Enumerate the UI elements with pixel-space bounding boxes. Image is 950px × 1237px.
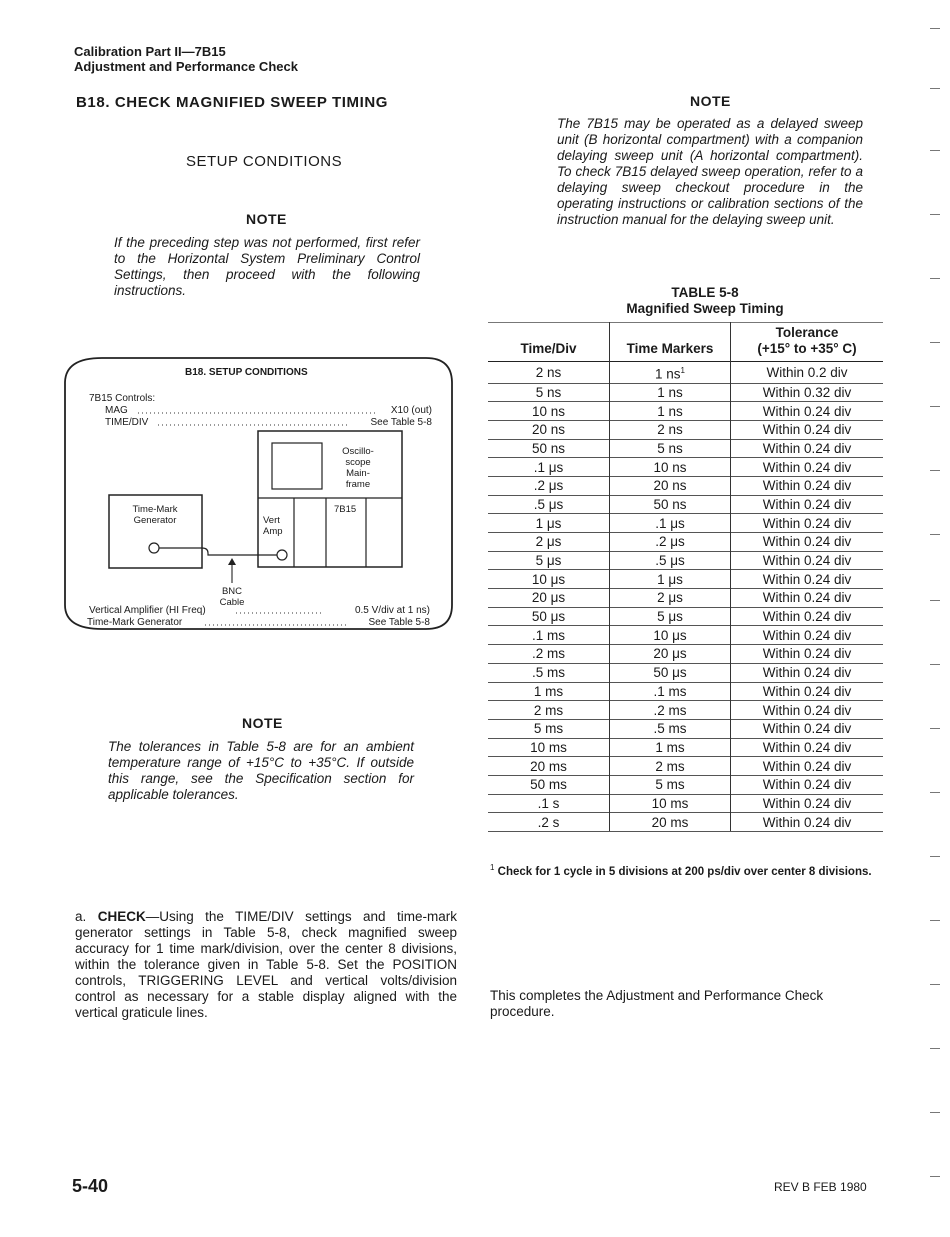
generator-setting-value: See Table 5-8 — [368, 617, 430, 628]
cell-time-div-text: .2 s — [537, 814, 560, 830]
plugin-7b15-label: 7B15 — [334, 504, 357, 515]
note-3-heading: NOTE — [690, 93, 731, 109]
edge-mark — [930, 728, 940, 729]
table-row — [488, 458, 883, 477]
cell-tolerance — [731, 813, 884, 832]
cell-time-markers-text: .2 ms — [653, 702, 687, 718]
table-row — [488, 794, 883, 813]
cell-time-markers — [610, 757, 731, 776]
header-line-1: Calibration Part II—7B15 — [74, 44, 226, 59]
cell-time-div-text: .1 ms — [531, 627, 565, 643]
cell-time-div — [488, 775, 610, 794]
edge-mark — [930, 984, 940, 985]
cell-tolerance-text: Within 0.24 div — [762, 553, 852, 569]
cell-time-markers-text: .1 ms — [653, 683, 687, 699]
cell-time-markers — [610, 383, 731, 402]
cell-time-div — [488, 682, 610, 701]
table-row — [488, 607, 883, 626]
generator-label-1: Time-Mark — [132, 504, 178, 515]
column-header-time-div: Time/Div — [488, 323, 610, 362]
edge-mark — [930, 214, 940, 215]
edge-mark — [930, 470, 940, 471]
table-footnote — [490, 861, 880, 879]
cell-time-div — [488, 589, 610, 608]
cell-time-markers — [610, 362, 731, 384]
vert-amp-label-1: Vert — [263, 515, 280, 526]
cell-time-markers-text: 10 ns — [653, 459, 687, 475]
cell-time-div — [488, 420, 610, 439]
cell-tolerance — [731, 420, 884, 439]
edge-mark — [930, 856, 940, 857]
edge-mark — [930, 534, 940, 535]
cell-time-markers — [610, 533, 731, 552]
cell-time-markers-text: .5 μs — [655, 553, 685, 569]
cell-tolerance — [731, 794, 884, 813]
cell-time-div — [488, 645, 610, 664]
cell-tolerance-text: Within 0.24 div — [762, 403, 852, 419]
cell-tolerance-text: Within 0.24 div — [762, 534, 852, 550]
cell-time-div-text: .1 s — [537, 795, 560, 811]
cell-time-div-text: 10 ns — [531, 403, 566, 419]
edge-mark — [930, 1112, 940, 1113]
cell-tolerance — [731, 757, 884, 776]
cell-tolerance-text: Within 0.24 div — [762, 478, 852, 494]
cell-tolerance — [731, 495, 884, 514]
mainframe-label-4: frame — [345, 479, 371, 490]
cell-time-markers — [610, 645, 731, 664]
cell-time-markers — [610, 439, 731, 458]
note-3-text: The 7B15 may be operated as a delayed sweep unit (B horizontal compartment) with a companion delaying sweep unit (A horizontal compartment). To check 7B15 delayed sweep operation, refer to a delaying sweep checkout procedure in the operating instructions or calibration sections of the instruction manual for the delaying sweep unit. — [557, 116, 863, 227]
page-number: 5-40 — [72, 1176, 109, 1196]
table-row — [488, 589, 883, 608]
cell-time-markers — [610, 476, 731, 495]
cell-time-markers-text: 5 ms — [655, 777, 685, 793]
cell-time-markers-text: .1 μs — [655, 515, 685, 531]
cell-time-div-text: 5 ms — [533, 721, 564, 737]
setup-conditions-title: SETUP CONDITIONS — [186, 153, 343, 170]
cell-time-div — [488, 663, 610, 682]
cell-tolerance-text: Within 0.24 div — [762, 795, 852, 811]
check-step-text: —Using the TIME/DIV settings and time-mark generator settings in Table 5-8, check magnified sweep accuracy for 1 time mark/division, over the center 8 divisions, within the tolerance given in Table 5-8. Set the POSITION controls, TRIGGERING LEVEL and vertical volts/division control as necessary for a stable display aligned with the vertical graticule lines. — [75, 909, 457, 1020]
cell-time-div — [488, 570, 610, 589]
column-header-tolerance — [731, 323, 884, 362]
cell-time-div-text: 20 ns — [531, 422, 566, 438]
cell-time-div — [488, 514, 610, 533]
cell-time-markers — [610, 738, 731, 757]
cell-time-markers — [610, 775, 731, 794]
cell-tolerance — [731, 533, 884, 552]
tolerance-header-line-2: (+15° to +35° C) — [757, 341, 857, 356]
cell-tolerance — [731, 476, 884, 495]
cell-time-div-text: 20 ms — [530, 758, 567, 774]
table-row — [488, 813, 883, 832]
table-title: Magnified Sweep Timing — [626, 301, 784, 316]
cell-time-markers-text: 1 ms — [655, 739, 685, 755]
footnote-text: Check for 1 cycle in 5 divisions at 200 ps/div over center 8 divisions. — [497, 865, 872, 878]
check-step-label: CHECK — [97, 909, 146, 924]
cell-tolerance-text: Within 0.24 div — [762, 459, 852, 475]
edge-mark — [930, 664, 940, 665]
cell-time-markers-text: 1 μs — [657, 571, 683, 587]
cell-tolerance — [731, 682, 884, 701]
cell-time-div-text: 1 μs — [535, 515, 562, 531]
edge-mark — [930, 792, 940, 793]
cell-time-markers-text: 10 μs — [653, 627, 687, 643]
table-row — [488, 420, 883, 439]
edge-mark — [930, 1176, 940, 1177]
cell-time-div — [488, 362, 610, 384]
cell-tolerance — [731, 458, 884, 477]
cell-time-markers — [610, 514, 731, 533]
cell-time-markers — [610, 458, 731, 477]
cell-tolerance — [731, 362, 884, 384]
cell-time-div-text: 5 μs — [535, 553, 562, 569]
cell-time-div — [488, 813, 610, 832]
footnote-marker: 1 — [490, 863, 495, 872]
cell-time-div — [488, 458, 610, 477]
cell-time-div-text: 20 μs — [531, 590, 566, 606]
cell-time-div-text: 50 ns — [531, 440, 566, 456]
table-row — [488, 476, 883, 495]
cell-time-markers-text: 10 ms — [651, 795, 689, 811]
note-1-heading: NOTE — [246, 211, 287, 227]
cell-time-markers — [610, 551, 731, 570]
cell-time-markers — [610, 719, 731, 738]
cell-tolerance-text: Within 0.24 div — [762, 777, 852, 793]
generator-label-2: Generator — [133, 515, 177, 526]
cell-tolerance-text: Within 0.24 div — [762, 702, 852, 718]
cell-time-div-text: 2 ns — [535, 364, 562, 380]
cell-time-markers-text: 50 ns — [653, 496, 687, 512]
cell-tolerance-text: Within 0.24 div — [762, 440, 852, 456]
edge-mark — [930, 28, 940, 29]
cell-time-markers-text: 5 ns — [657, 440, 683, 456]
cell-time-div — [488, 626, 610, 645]
cell-tolerance — [731, 551, 884, 570]
completion-text: This completes the Adjustment and Performance Check procedure. — [490, 988, 824, 1019]
tolerance-header-line-1: Tolerance — [775, 325, 839, 340]
cell-time-div-text: 1 ms — [533, 683, 564, 699]
cell-time-markers-text: 2 ms — [655, 758, 685, 774]
cell-time-div-text: .5 ms — [531, 665, 565, 681]
cell-tolerance-text: Within 0.24 div — [762, 422, 852, 438]
table-row — [488, 757, 883, 776]
table-caption — [560, 285, 850, 317]
table-number: TABLE 5-8 — [671, 285, 739, 300]
cell-time-markers-text: 2 μs — [657, 590, 683, 606]
cell-tolerance — [731, 645, 884, 664]
cell-tolerance-text: Within 0.24 div — [762, 590, 852, 606]
cell-tolerance — [731, 439, 884, 458]
cell-time-div-text: .2 μs — [533, 478, 564, 494]
cell-time-markers — [610, 663, 731, 682]
table-row — [488, 402, 883, 421]
diagram-title: B18. SETUP CONDITIONS — [185, 367, 308, 378]
cell-time-markers-text: 50 μs — [653, 665, 687, 681]
table-row — [488, 663, 883, 682]
table-row — [488, 570, 883, 589]
cell-tolerance-text: Within 0.24 div — [762, 758, 852, 774]
vert-amp-label-2: Amp — [263, 526, 283, 537]
header-line-2: Adjustment and Performance Check — [74, 59, 298, 74]
table-row — [488, 533, 883, 552]
note-2-heading: NOTE — [242, 715, 283, 731]
cable-label-2: Cable — [219, 597, 245, 608]
cell-time-div-text: .2 ms — [531, 646, 565, 662]
cell-time-markers-text: .5 ms — [653, 721, 687, 737]
cell-tolerance-text: Within 0.24 div — [762, 646, 852, 662]
cell-time-markers — [610, 495, 731, 514]
cell-time-markers-text: 20 ns — [653, 478, 687, 494]
cell-time-markers — [610, 794, 731, 813]
cell-time-markers — [610, 701, 731, 720]
table-row — [488, 362, 883, 384]
cell-time-markers — [610, 626, 731, 645]
diagram-timediv-label: TIME/DIV — [105, 417, 149, 428]
edge-mark — [930, 406, 940, 407]
cell-time-div — [488, 476, 610, 495]
cell-time-markers — [610, 402, 731, 421]
cell-tolerance — [731, 607, 884, 626]
vert-amp-setting-value: 0.5 V/div at 1 ns) — [354, 605, 430, 616]
mainframe-label-1: Oscillo- — [342, 446, 374, 457]
cell-time-markers-text: 20 μs — [653, 646, 687, 662]
note-1-text: If the preceding step was not performed, first refer to the Horizontal System Preliminary Control Settings, then proceed with the following instructions. — [114, 235, 420, 298]
edge-mark — [930, 88, 940, 89]
cell-tolerance — [731, 589, 884, 608]
cell-time-markers — [610, 420, 731, 439]
cell-time-div-text: 2 ms — [533, 702, 564, 718]
cell-tolerance — [731, 383, 884, 402]
table-row — [488, 383, 883, 402]
cell-tolerance-text: Within 0.24 div — [762, 496, 852, 512]
cell-tolerance-text: Within 0.24 div — [762, 665, 852, 681]
cell-time-markers-text: 1 ns — [657, 384, 683, 400]
cell-time-markers-text: 20 ms — [651, 814, 689, 830]
cell-tolerance — [731, 701, 884, 720]
cell-time-div-text: .5 μs — [533, 496, 564, 512]
cell-time-div — [488, 533, 610, 552]
table-row — [488, 701, 883, 720]
cell-tolerance-text: Within 0.24 div — [762, 515, 852, 531]
cell-tolerance-text: Within 0.32 div — [762, 384, 852, 400]
cell-time-div — [488, 383, 610, 402]
table-row — [488, 738, 883, 757]
note-2-text: The tolerances in Table 5-8 are for an ambient temperature range of +15°C to +35°C. If outside this range, see the Specification section for applicable tolerances. — [108, 739, 414, 802]
column-header-time-markers: Time Markers — [610, 323, 731, 362]
cell-time-div — [488, 719, 610, 738]
cell-time-div — [488, 738, 610, 757]
table-row — [488, 626, 883, 645]
footnote-reference: 1 — [680, 366, 685, 375]
cell-time-div — [488, 402, 610, 421]
cell-time-markers — [610, 589, 731, 608]
table-row — [488, 645, 883, 664]
running-header — [74, 44, 298, 74]
section-title: B18. CHECK MAGNIFIED SWEEP TIMING — [76, 94, 389, 111]
cell-time-div — [488, 439, 610, 458]
cell-time-markers — [610, 570, 731, 589]
cell-tolerance-text: Within 0.24 div — [762, 739, 852, 755]
cell-time-div-text: 2 μs — [535, 534, 562, 550]
cell-time-div-text: 50 μs — [531, 609, 566, 625]
cell-time-div-text: .1 μs — [533, 459, 564, 475]
table-header-row — [488, 323, 883, 362]
cell-time-markers-text: .2 μs — [655, 534, 685, 550]
cell-time-markers-text: 5 μs — [657, 609, 683, 625]
cell-tolerance — [731, 738, 884, 757]
diagram-timediv-value: See Table 5-8 — [370, 417, 432, 428]
table-row — [488, 495, 883, 514]
cell-tolerance-text: Within 0.24 div — [762, 571, 852, 587]
cell-tolerance — [731, 663, 884, 682]
cell-tolerance-text: Within 0.24 div — [762, 721, 852, 737]
diagram-controls-label: 7B15 Controls: — [89, 393, 156, 404]
mainframe-label-2: scope — [345, 457, 371, 468]
edge-mark — [930, 920, 940, 921]
cell-time-div — [488, 794, 610, 813]
cell-time-markers — [610, 607, 731, 626]
cell-time-div — [488, 551, 610, 570]
cell-time-div — [488, 757, 610, 776]
table-row — [488, 439, 883, 458]
edge-mark — [930, 150, 940, 151]
generator-setting-label: Time-Mark Generator — [87, 617, 183, 628]
cell-tolerance-text: Within 0.24 div — [762, 627, 852, 643]
cell-time-div-text: 10 μs — [531, 571, 566, 587]
cell-tolerance — [731, 626, 884, 645]
cell-tolerance-text: Within 0.24 div — [762, 683, 852, 699]
cell-time-div-text: 10 ms — [530, 739, 567, 755]
cell-tolerance-text: Within 0.2 div — [766, 364, 848, 380]
cell-time-markers — [610, 813, 731, 832]
check-step-paragraph — [75, 909, 457, 1021]
cell-time-markers-text: 1 ns — [655, 366, 681, 382]
table-row — [488, 514, 883, 533]
edge-mark — [930, 600, 940, 601]
crt-screen — [272, 443, 322, 489]
edge-mark — [930, 278, 940, 279]
cell-tolerance-text: Within 0.24 div — [762, 814, 852, 830]
cell-tolerance — [731, 719, 884, 738]
cell-time-markers-text: 2 ns — [657, 422, 683, 438]
diagram-mag-value: X10 (out) — [390, 405, 432, 416]
cell-time-div — [488, 495, 610, 514]
generator-output-connector — [149, 543, 159, 553]
edge-mark — [930, 1048, 940, 1049]
edge-mark — [930, 342, 940, 343]
magnified-sweep-timing-table — [488, 322, 883, 832]
cell-time-div-text: 50 ms — [530, 777, 567, 793]
cell-tolerance-text: Within 0.24 div — [762, 609, 852, 625]
cell-tolerance — [731, 514, 884, 533]
vert-amp-input-connector — [277, 550, 287, 560]
table-row — [488, 551, 883, 570]
revision-date: REV B FEB 1980 — [774, 1180, 867, 1194]
vert-amp-setting-label: Vertical Amplifier (HI Freq) — [89, 605, 206, 616]
table-row — [488, 775, 883, 794]
cell-tolerance — [731, 570, 884, 589]
table-row — [488, 719, 883, 738]
table-row — [488, 682, 883, 701]
diagram-mag-label: MAG — [105, 405, 128, 416]
cell-time-div — [488, 701, 610, 720]
cell-time-div-text: 5 ns — [535, 384, 562, 400]
setup-diagram — [62, 355, 454, 632]
bnc-cable — [159, 548, 277, 555]
cell-time-markers-text: 1 ns — [657, 403, 683, 419]
cell-tolerance — [731, 402, 884, 421]
mainframe-label-3: Main- — [346, 468, 370, 479]
cable-label-1: BNC — [221, 586, 243, 597]
oscilloscope-mainframe — [258, 431, 402, 567]
check-step-prefix: a. — [75, 909, 98, 924]
cell-time-markers — [610, 682, 731, 701]
cell-time-div — [488, 607, 610, 626]
cell-tolerance — [731, 775, 884, 794]
